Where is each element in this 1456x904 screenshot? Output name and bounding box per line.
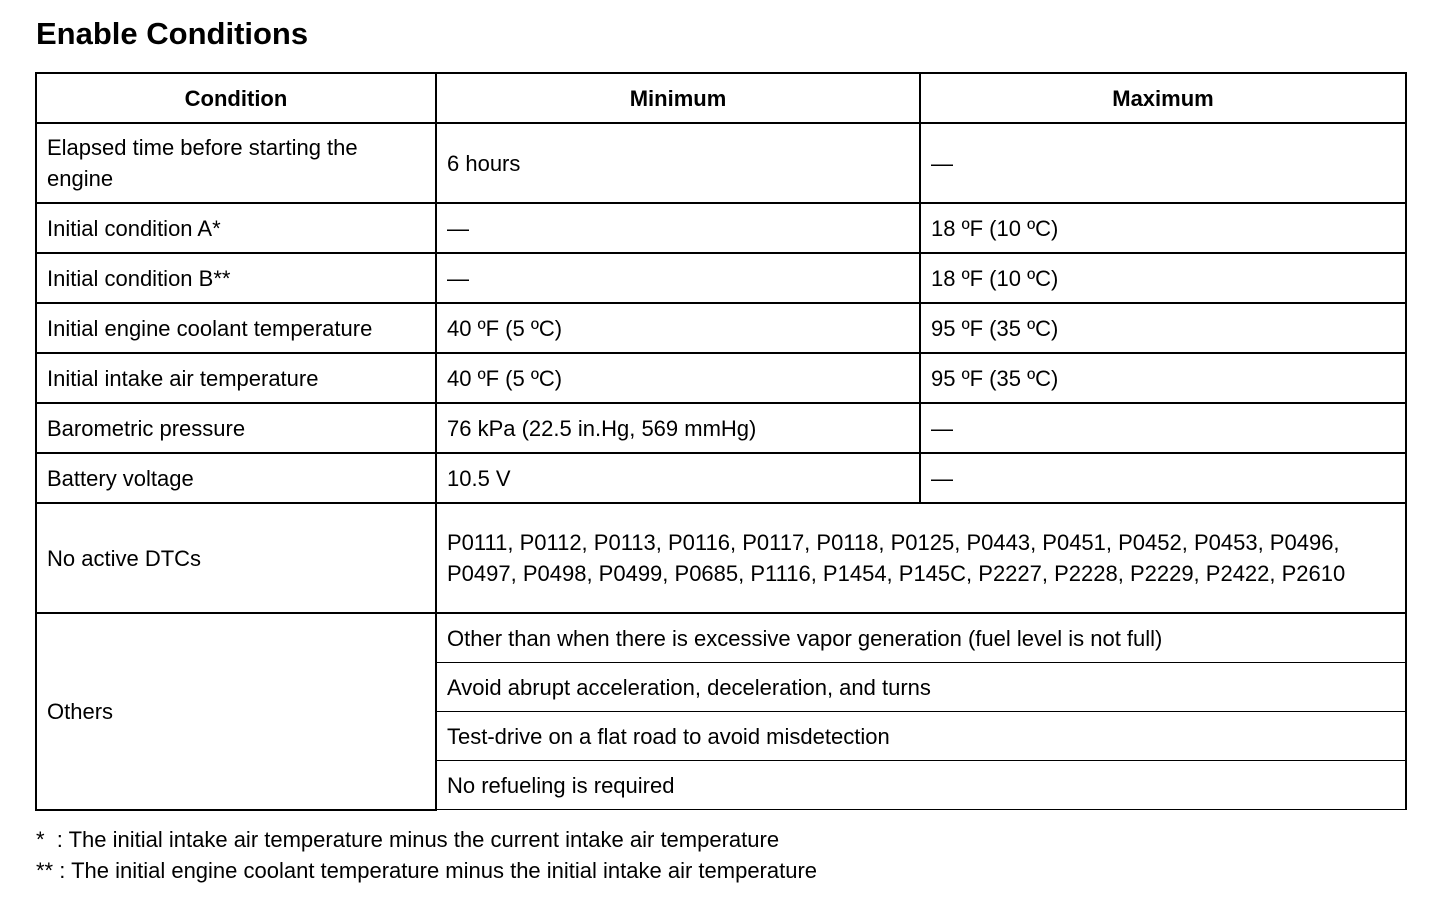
maximum-cell: — — [920, 453, 1406, 503]
maximum-cell: 18 ºF (10 ºC) — [920, 253, 1406, 303]
minimum-cell: 76 kPa (22.5 in.Hg, 569 mmHg) — [436, 403, 920, 453]
table-header-row — [36, 73, 1406, 123]
maximum-cell: — — [920, 403, 1406, 453]
maximum-cell: — — [920, 123, 1406, 203]
others-row — [36, 613, 1406, 663]
footnotes — [36, 824, 817, 886]
table-row — [36, 123, 1406, 203]
maximum-cell: 95 ºF (35 ºC) — [920, 353, 1406, 403]
table-row — [36, 253, 1406, 303]
table-row — [36, 303, 1406, 353]
header-maximum: Maximum — [920, 73, 1406, 123]
footnote-double-asterisk: ** : The initial engine coolant temperature minus the initial intake air temperature — [36, 858, 818, 883]
condition-cell: Elapsed time before starting the engine — [36, 123, 436, 203]
condition-cell: Initial condition A* — [36, 203, 436, 253]
minimum-cell: — — [436, 253, 920, 303]
maximum-cell: 18 ºF (10 ºC) — [920, 203, 1406, 253]
table-row — [36, 453, 1406, 503]
dtc-row — [36, 503, 1406, 613]
minimum-cell: 40 ºF (5 ºC) — [436, 353, 920, 403]
table-row — [36, 403, 1406, 453]
others-item: Other than when there is excessive vapor generation (fuel level is not full) — [436, 613, 1406, 663]
maximum-cell: 95 ºF (35 ºC) — [920, 303, 1406, 353]
enable-conditions-table — [35, 72, 1407, 811]
condition-cell: Initial condition B** — [36, 253, 436, 303]
page-title: Enable Conditions — [36, 16, 309, 51]
condition-cell: No active DTCs — [36, 503, 436, 613]
footnote-single-asterisk: * : The initial intake air temperature minus the current intake air temperature — [36, 827, 780, 852]
condition-cell: Initial engine coolant temperature — [36, 303, 436, 353]
condition-cell: Barometric pressure — [36, 403, 436, 453]
header-condition: Condition — [36, 73, 436, 123]
condition-cell: Others — [36, 613, 436, 810]
others-item: Test-drive on a flat road to avoid misdetection — [436, 712, 1406, 761]
others-item: Avoid abrupt acceleration, deceleration, and turns — [436, 663, 1406, 712]
minimum-cell: 40 ºF (5 ºC) — [436, 303, 920, 353]
header-minimum: Minimum — [436, 73, 920, 123]
minimum-cell: 6 hours — [436, 123, 920, 203]
minimum-cell: 10.5 V — [436, 453, 920, 503]
minimum-cell: — — [436, 203, 920, 253]
condition-cell: Initial intake air temperature — [36, 353, 436, 403]
condition-cell: Battery voltage — [36, 453, 436, 503]
dtc-list-cell: P0111, P0112, P0113, P0116, P0117, P0118, P0125, P0443, P0451, P0452, P0453, P0496, P0497, P0498, P0499, P0685, P1116, P1454, P145C, P2227, P2228, P2229, P2422, P2610 — [436, 503, 1406, 613]
table-row — [36, 203, 1406, 253]
table-row — [36, 353, 1406, 403]
others-item: No refueling is required — [436, 761, 1406, 810]
